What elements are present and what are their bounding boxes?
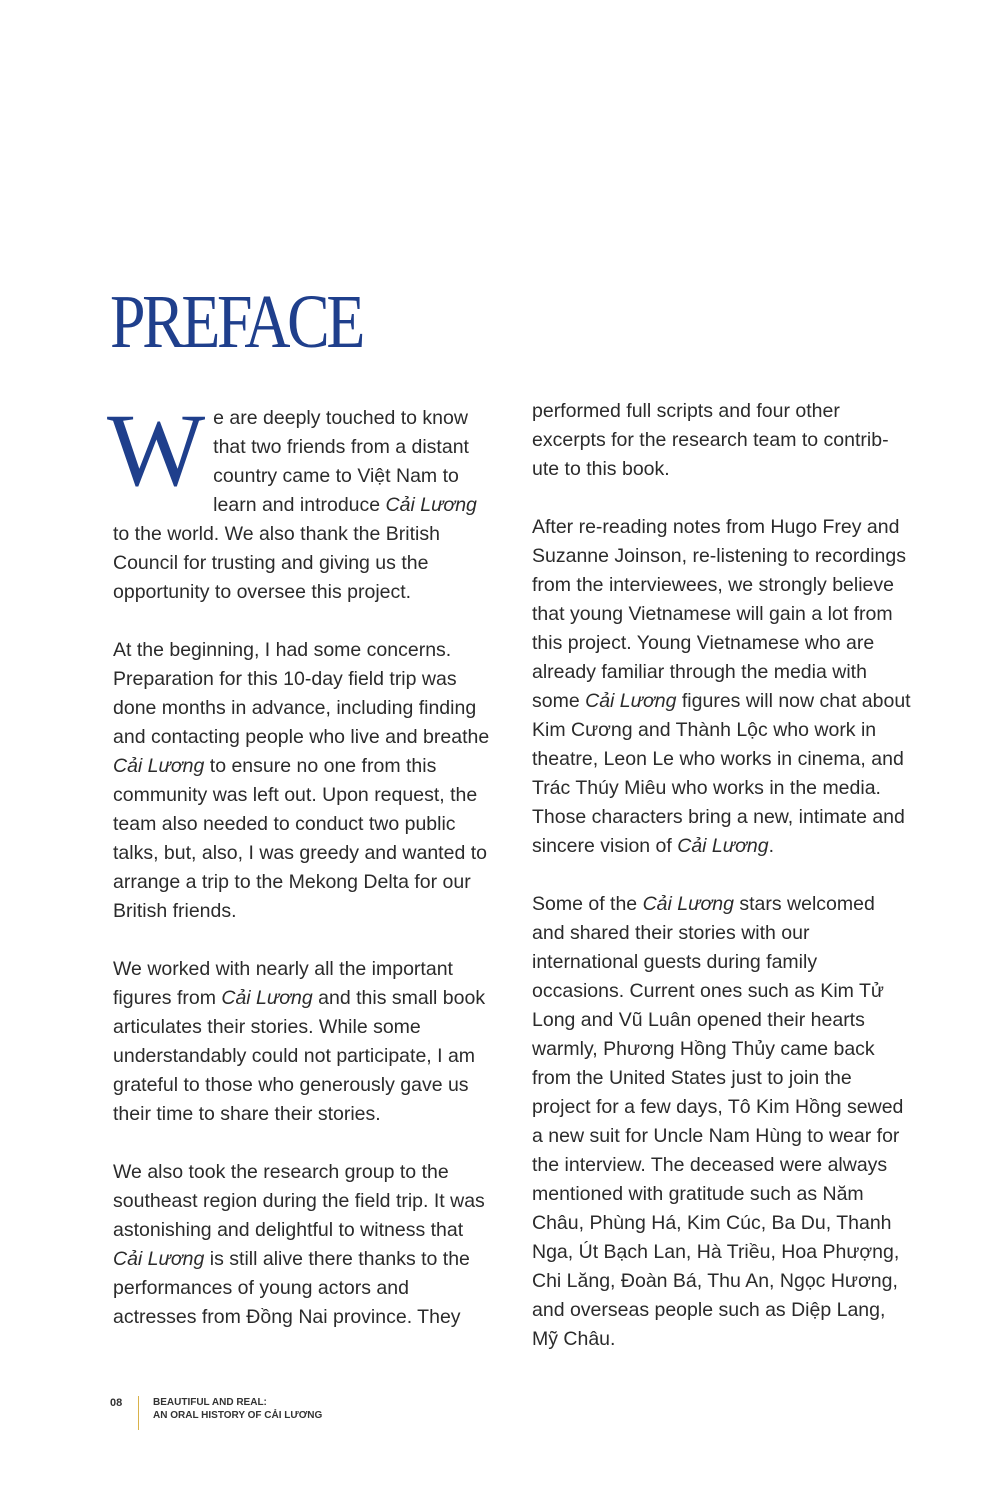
text-run: performed full scripts and four other excerpts for the research team to contrib-ute to this book.	[532, 400, 889, 480]
italic-term: Cải Lương	[221, 987, 313, 1009]
paragraph	[113, 636, 493, 926]
italic-term: Cải Lương	[677, 835, 769, 857]
italic-term: Cải Lương	[113, 755, 205, 777]
book-title	[153, 1396, 322, 1422]
text-run: We worked with nearly all the important figures from	[113, 958, 453, 1009]
italic-term: Cải Lương	[642, 893, 734, 915]
text-run: is still alive there thanks to the performances of young actors and actresses from Đồng Nai province. They	[113, 1248, 470, 1328]
drop-cap: W	[107, 393, 206, 508]
text-run: .	[768, 835, 775, 857]
page-footer	[110, 1396, 322, 1430]
text-run: to the world. We also thank the British Council for trusting and giving us the opportunity to oversee this project.	[113, 523, 440, 603]
right-column	[532, 397, 912, 1383]
paragraph	[113, 1158, 493, 1332]
text-run: Some of the	[532, 893, 643, 915]
text-run: and this small book articulates their stories. While some understandably could not participate, I am grateful to those who generously gave us their time to share their stories.	[113, 987, 486, 1125]
page-number: 08	[110, 1397, 123, 1409]
book-title-line-2: AN ORAL HISTORY OF CẢI LƯƠNG	[153, 1410, 323, 1421]
left-column	[107, 393, 493, 1361]
text-run: After re-reading notes from Hugo Frey and Suzanne Joinson, re-listening to recordings from the interviewees, we strongly believe that young Vietnamese will gain a lot from this project. Young Vietnamese who are already familiar through the media with some	[532, 516, 906, 712]
text-run: figures will now chat about Kim Cương and Thành Lộc who work in theatre, Leon Le who works in cinema, and Trác Thúy Miêu who works in the media. Those characters bring a new, intimate and sincere vision of	[532, 690, 911, 857]
footer-divider	[138, 1396, 139, 1430]
text-run: stars welcomed and shared their stories with our international guests during family occasions. Current ones such as Kim Tử Long and Vũ Luân opened their hearts warmly, Phương Hồng Thủy came back from the United States just to join the project for a few days, Tô Kim Hồng sewed a new suit for Uncle Nam Hùng to wear for the interview. The deceased were always mentioned with gratitude such as Năm Châu, Phùng Há, Kim Cúc, Ba Du, Thanh Nga, Út Bạch Lan, Hà Triều, Hoa Phượng, Chi Lăng, Đoàn Bá, Thu An, Ngọc Hương, and overseas people such as Diệp Lang, Mỹ Châu.	[532, 893, 904, 1350]
italic-term: Cải Lương	[385, 494, 477, 516]
text-run: We also took the research group to the southeast region during the field trip. It was astonishing and delightful to witness that	[113, 1161, 485, 1241]
book-title-line-1: BEAUTIFUL AND REAL:	[153, 1397, 267, 1408]
text-run: e are deeply touched to know that two friends from a distant country came to Việt Nam to learn and introduce	[213, 407, 469, 516]
paragraph	[532, 890, 912, 1354]
paragraph	[532, 397, 912, 484]
paragraph	[113, 955, 493, 1129]
page-title: PREFACE	[110, 280, 363, 364]
italic-term: Cải Lương	[585, 690, 677, 712]
paragraph	[107, 393, 493, 607]
text-run: At the beginning, I had some concerns. Preparation for this 10-day field trip was done months in advance, including finding and contacting people who live and breathe	[113, 639, 490, 748]
paragraph	[532, 513, 912, 861]
text-run: to ensure no one from this community was left out. Upon request, the team also needed to conduct two public talks, but, also, I was greedy and wanted to arrange a trip to the Mekong Delta for our British friends.	[113, 755, 487, 922]
italic-term: Cải Lương	[113, 1248, 205, 1270]
